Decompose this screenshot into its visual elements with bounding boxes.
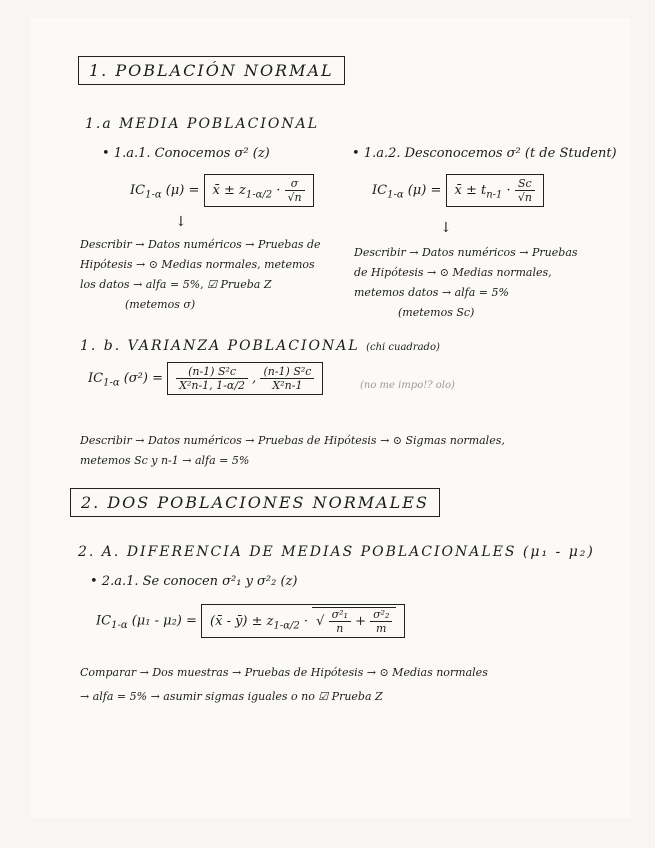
denominator: √n xyxy=(517,191,532,204)
fraction-2 xyxy=(370,608,392,635)
desc-1a2-line3: metemos datos → alfa = 5% xyxy=(354,286,509,299)
bullet-1a2: • 1.a.2. Desconocemos σ² (t de Student) xyxy=(352,146,617,161)
fraction xyxy=(515,177,535,204)
dot: · xyxy=(303,614,309,629)
fraction-left xyxy=(176,365,248,392)
interval-bracket xyxy=(201,604,405,638)
dot: · xyxy=(506,183,511,198)
numerator: (n-1) S²c xyxy=(260,365,314,379)
square-root: √ $\frac{\text{σ²₁}}{n}$ + $\frac{\text{σ²₂}}{m}$ xyxy=(312,607,396,635)
formula-1b xyxy=(88,362,323,395)
chi-note: (chi cuadrado) xyxy=(366,342,440,353)
ic-subscript: 1-α xyxy=(387,189,404,201)
arrow-down-1: ↓ xyxy=(175,214,187,230)
mu-diff-term: (μ₁ - μ₂) = xyxy=(131,613,197,629)
ic-symbol: IC xyxy=(96,613,112,629)
interval-bracket xyxy=(204,174,314,207)
bullet-2a1: • 2.a.1. Se conocen σ²₁ y σ²₂ (z) xyxy=(90,574,298,589)
sigma-term: (σ²) = xyxy=(123,371,163,386)
desc-1a1-line3: los datos → alfa = 5%, ☑ Prueba Z xyxy=(80,278,272,291)
denominator: X²n-1 xyxy=(272,379,303,392)
ic-symbol: IC xyxy=(130,183,146,198)
desc-1a1-line1: Describir → Datos numéricos → Pruebas de xyxy=(80,238,321,251)
section-1-title: 1. POBLACIÓN NORMAL xyxy=(78,56,345,85)
interval-bracket xyxy=(446,174,544,207)
numerator: σ²₁ xyxy=(329,608,351,622)
interval-inner: x̄ ± z xyxy=(212,183,246,198)
section-1b-title xyxy=(80,338,440,354)
interval-bracket xyxy=(167,362,323,395)
ic-symbol: IC xyxy=(88,371,104,386)
plus: + xyxy=(355,614,366,629)
mu-term: (μ) = xyxy=(165,183,200,198)
comma: , xyxy=(252,371,257,386)
numerator: σ²₂ xyxy=(370,608,392,622)
denominator: m xyxy=(376,622,387,635)
faint-note: (no me impo!? olo) xyxy=(360,380,455,391)
section-1b-heading: 1. b. VARIANZA POBLACIONAL xyxy=(80,338,360,354)
denominator: n xyxy=(336,622,344,635)
fraction-1 xyxy=(329,608,351,635)
desc-1a2-line1: Describir → Datos numéricos → Pruebas xyxy=(354,246,578,259)
interval-inner: (x̄ - ȳ) ± z xyxy=(210,614,274,629)
numerator: σ xyxy=(285,177,305,191)
bullet-1a1: • 1.a.1. Conocemos σ² (z) xyxy=(102,146,270,161)
section-2a-title: 2. A. DIFERENCIA DE MEDIAS POBLACIONALES (μ₁ - μ₂) xyxy=(78,544,595,560)
desc-1a1-line2: Hipótesis → ⊙ Medias normales, metemos xyxy=(80,258,315,271)
fraction-right xyxy=(260,365,314,392)
formula-1a2 xyxy=(372,174,544,207)
desc-1a2-line4: (metemos Sc) xyxy=(398,306,475,319)
ic-subscript: 1-α xyxy=(111,620,128,632)
desc-2a1-line1: Comparar → Dos muestras → Pruebas de Hipótesis → ⊙ Medias normales xyxy=(80,666,488,679)
desc-1b-line1: Describir → Datos numéricos → Pruebas de Hipótesis → ⊙ Sigmas normales, xyxy=(80,434,505,447)
desc-1a2-line2: de Hipótesis → ⊙ Medias normales, xyxy=(354,266,552,279)
numerator: Sc xyxy=(515,177,535,191)
numerator: (n-1) S²c xyxy=(176,365,248,379)
z-subscript: 1-α/2 xyxy=(273,620,300,632)
arrow-down-2: ↓ xyxy=(440,220,452,236)
z-subscript: 1-α/2 xyxy=(245,189,273,201)
t-subscript: n-1 xyxy=(486,189,503,201)
desc-2a1-line2: → alfa = 5% → asumir sigmas iguales o no ☑ Prueba Z xyxy=(80,690,383,703)
mu-term: (μ) = xyxy=(407,183,442,198)
section-2-title: 2. DOS POBLACIONES NORMALES xyxy=(70,488,440,517)
interval-inner: x̄ ± t xyxy=(454,183,487,198)
denominator: X²n-1, 1-α/2 xyxy=(179,379,246,392)
denominator: √n xyxy=(287,191,302,204)
section-1a-title: 1.a MEDIA POBLACIONAL xyxy=(85,116,319,132)
fraction xyxy=(285,177,305,204)
ic-symbol: IC xyxy=(372,183,388,198)
desc-1b-line2: metemos Sc y n-1 → alfa = 5% xyxy=(80,454,250,467)
desc-1a1-line4: (metemos σ) xyxy=(125,298,196,311)
ic-subscript: 1-α xyxy=(145,189,162,201)
dot: · xyxy=(276,183,281,198)
ic-subscript: 1-α xyxy=(103,377,120,389)
notes-page xyxy=(30,18,630,818)
formula-1a1 xyxy=(130,174,314,207)
formula-2a1 xyxy=(96,604,405,638)
